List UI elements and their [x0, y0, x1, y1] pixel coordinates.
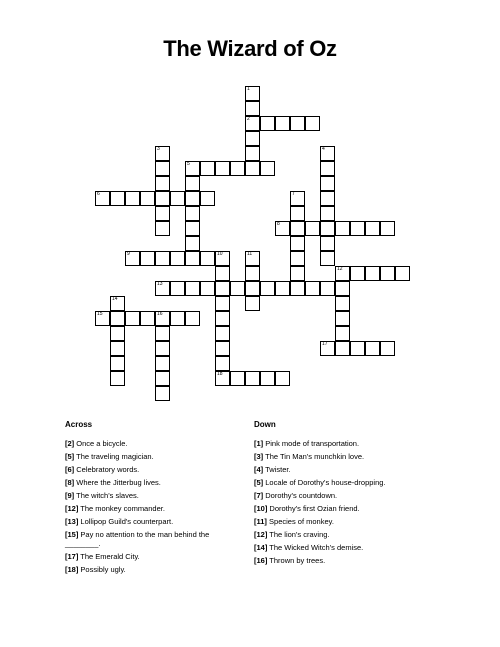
grid-cell[interactable]: [365, 266, 380, 281]
clue-across: [65, 463, 240, 476]
cell-number: 13: [157, 281, 163, 287]
clue-across: [65, 530, 240, 548]
grid-cell[interactable]: [155, 326, 170, 341]
grid-cell[interactable]: [155, 221, 170, 236]
clue-number: [15]: [65, 530, 79, 539]
grid-cell[interactable]: [335, 266, 350, 281]
grid-cell[interactable]: [320, 176, 335, 191]
grid-cell[interactable]: [125, 251, 140, 266]
grid-cell[interactable]: [170, 311, 185, 326]
grid-cell[interactable]: [320, 221, 335, 236]
grid-cell[interactable]: [245, 371, 260, 386]
grid-cell[interactable]: [200, 191, 215, 206]
grid-cell[interactable]: [95, 311, 110, 326]
grid-cell[interactable]: [155, 161, 170, 176]
grid-cell[interactable]: [155, 281, 170, 296]
grid-cell[interactable]: [155, 356, 170, 371]
clue-number: [5]: [254, 478, 264, 487]
grid-cell[interactable]: [215, 341, 230, 356]
grid-cell[interactable]: [170, 281, 185, 296]
clue-number: [13]: [65, 517, 79, 526]
grid-cell[interactable]: [320, 236, 335, 251]
grid-cell[interactable]: [185, 221, 200, 236]
cell-number: 3: [157, 146, 160, 152]
grid-cell[interactable]: [245, 281, 260, 296]
grid-cell[interactable]: [245, 251, 260, 266]
grid-cell[interactable]: [95, 191, 110, 206]
grid-cell[interactable]: [200, 161, 215, 176]
cell-number: 5: [187, 161, 190, 167]
clue-text: The monkey commander.: [78, 504, 165, 513]
grid-cell[interactable]: [110, 356, 125, 371]
grid-cell[interactable]: [140, 191, 155, 206]
grid-cell[interactable]: [290, 266, 305, 281]
clue-number: [12]: [65, 504, 79, 513]
clue-number: [9]: [65, 491, 75, 500]
clue-text: Dorothy's countdown.: [263, 491, 338, 500]
clue-number: [16]: [254, 556, 268, 565]
clue-down: [254, 476, 454, 489]
grid-cell[interactable]: [215, 281, 230, 296]
cell-number: 9: [127, 251, 130, 257]
clue-text: Lollipop Guild's counterpart.: [78, 517, 174, 526]
cell-number: 11: [247, 251, 253, 257]
clue-text: Celebratory words.: [74, 465, 140, 474]
grid-cell[interactable]: [320, 251, 335, 266]
clue-number: [7]: [254, 491, 264, 500]
cell-number: 10: [217, 251, 223, 257]
grid-cell[interactable]: [290, 191, 305, 206]
grid-cell[interactable]: [335, 341, 350, 356]
grid-cell[interactable]: [200, 251, 215, 266]
clue-text: Species of monkey.: [266, 517, 334, 526]
clue-text: Twister.: [263, 465, 291, 474]
grid-cell[interactable]: [275, 116, 290, 131]
clue-number: [2]: [65, 439, 75, 448]
grid-cell[interactable]: [155, 176, 170, 191]
clue-text: The witch's slaves.: [74, 491, 139, 500]
grid-cell[interactable]: [290, 281, 305, 296]
clue-down: [254, 554, 454, 567]
clue-text: Pay no attention to the man behind the ________.: [65, 530, 210, 548]
clue-down: [254, 515, 454, 528]
clue-number: [6]: [65, 465, 75, 474]
grid-cell[interactable]: [230, 281, 245, 296]
grid-cell[interactable]: [245, 86, 260, 101]
grid-cell[interactable]: [230, 161, 245, 176]
clue-across: [65, 450, 240, 463]
grid-cell[interactable]: [215, 296, 230, 311]
grid-cell[interactable]: [245, 161, 260, 176]
grid-cell[interactable]: [140, 251, 155, 266]
cell-number: 17: [322, 341, 328, 347]
grid-cell[interactable]: [110, 326, 125, 341]
clue-across: [65, 515, 240, 528]
grid-cell[interactable]: [155, 146, 170, 161]
grid-cell[interactable]: [380, 341, 395, 356]
clue-down: [254, 463, 454, 476]
grid-cell[interactable]: [335, 311, 350, 326]
clue-text: Locale of Dorothy's house-dropping.: [263, 478, 386, 487]
grid-cell[interactable]: [185, 161, 200, 176]
clue-text: The traveling magician.: [74, 452, 154, 461]
grid-cell[interactable]: [260, 161, 275, 176]
cell-number: 1: [247, 86, 250, 92]
grid-cell[interactable]: [290, 251, 305, 266]
grid-cell[interactable]: [245, 101, 260, 116]
grid-cell[interactable]: [365, 221, 380, 236]
grid-cell[interactable]: [290, 206, 305, 221]
grid-cell[interactable]: [155, 251, 170, 266]
clue-down: [254, 450, 454, 463]
cell-number: 6: [97, 191, 100, 197]
grid-cell[interactable]: [185, 206, 200, 221]
cell-number: 15: [97, 311, 103, 317]
grid-cell[interactable]: [245, 146, 260, 161]
grid-cell[interactable]: [260, 281, 275, 296]
grid-cell[interactable]: [245, 266, 260, 281]
grid-cell[interactable]: [185, 311, 200, 326]
grid-cell[interactable]: [185, 236, 200, 251]
grid-cell[interactable]: [110, 371, 125, 386]
grid-cell[interactable]: [350, 341, 365, 356]
puzzle-title: The Wizard of Oz: [163, 36, 337, 61]
grid-cell[interactable]: [245, 131, 260, 146]
grid-cell[interactable]: [275, 371, 290, 386]
clue-number: [14]: [254, 543, 268, 552]
grid-cell[interactable]: [275, 221, 290, 236]
clue-number: [8]: [65, 478, 75, 487]
clue-across: [65, 550, 240, 563]
grid-cell[interactable]: [380, 266, 395, 281]
cell-number: 2: [247, 116, 250, 122]
grid-cell[interactable]: [125, 311, 140, 326]
grid-cell[interactable]: [335, 281, 350, 296]
clue-across: [65, 476, 240, 489]
grid-cell[interactable]: [290, 221, 305, 236]
grid-cell[interactable]: [185, 191, 200, 206]
grid-cell[interactable]: [110, 341, 125, 356]
grid-cell[interactable]: [215, 371, 230, 386]
grid-cell[interactable]: [185, 251, 200, 266]
grid-cell[interactable]: [350, 266, 365, 281]
cell-number: 4: [322, 146, 325, 152]
grid-cell[interactable]: [155, 341, 170, 356]
clue-across: [65, 489, 240, 502]
grid-cell[interactable]: [305, 221, 320, 236]
cell-number: 16: [157, 311, 163, 317]
grid-cell[interactable]: [170, 191, 185, 206]
clue-text: The lion's craving.: [267, 530, 330, 539]
grid-cell[interactable]: [335, 221, 350, 236]
cell-number: 18: [217, 371, 223, 377]
clue-across: [65, 563, 240, 576]
clue-down: [254, 528, 454, 541]
grid-cell[interactable]: [170, 251, 185, 266]
grid-cell[interactable]: [110, 311, 125, 326]
clue-down: [254, 502, 454, 515]
cell-number: 7: [292, 191, 295, 197]
clue-text: Thrown by trees.: [267, 556, 326, 565]
clue-text: The Emerald City.: [78, 552, 140, 561]
grid-cell[interactable]: [320, 146, 335, 161]
grid-cell[interactable]: [275, 281, 290, 296]
grid-cell[interactable]: [320, 206, 335, 221]
grid-cell[interactable]: [215, 356, 230, 371]
grid-cell[interactable]: [155, 206, 170, 221]
grid-cell[interactable]: [215, 326, 230, 341]
clue-text: Pink mode of transportation.: [263, 439, 360, 448]
grid-cell[interactable]: [305, 116, 320, 131]
clue-across: [65, 437, 240, 450]
clue-text: The Wicked Witch's demise.: [267, 543, 364, 552]
grid-cell[interactable]: [155, 311, 170, 326]
grid-cell[interactable]: [320, 281, 335, 296]
grid-cell[interactable]: [155, 371, 170, 386]
clue-number: [12]: [254, 530, 268, 539]
grid-cell[interactable]: [140, 311, 155, 326]
clue-number: [1]: [254, 439, 264, 448]
clue-down: [254, 489, 454, 502]
across-heading: Across: [65, 420, 93, 429]
grid-cell[interactable]: [110, 191, 125, 206]
grid-cell[interactable]: [365, 341, 380, 356]
grid-cell[interactable]: [245, 116, 260, 131]
grid-cell[interactable]: [350, 221, 365, 236]
grid-cell[interactable]: [335, 326, 350, 341]
grid-cell[interactable]: [185, 281, 200, 296]
cell-number: 12: [337, 266, 343, 272]
grid-cell[interactable]: [260, 116, 275, 131]
grid-cell[interactable]: [320, 341, 335, 356]
grid-cell[interactable]: [290, 116, 305, 131]
grid-cell[interactable]: [215, 311, 230, 326]
grid-cell[interactable]: [155, 386, 170, 401]
grid-cell[interactable]: [320, 191, 335, 206]
clue-number: [17]: [65, 552, 79, 561]
clue-number: [5]: [65, 452, 75, 461]
grid-cell[interactable]: [320, 161, 335, 176]
down-clue-list: [254, 437, 454, 567]
clue-text: The Tin Man's munchkin love.: [263, 452, 365, 461]
grid-cell[interactable]: [260, 371, 275, 386]
grid-cell[interactable]: [380, 221, 395, 236]
down-heading: Down: [254, 420, 276, 429]
grid-cell[interactable]: [230, 371, 245, 386]
grid-cell[interactable]: [335, 296, 350, 311]
clue-text: Once a bicycle.: [74, 439, 128, 448]
clue-number: [18]: [65, 565, 79, 574]
cell-number: 14: [112, 296, 118, 302]
clue-number: [10]: [254, 504, 268, 513]
grid-cell[interactable]: [215, 251, 230, 266]
grid-cell[interactable]: [125, 191, 140, 206]
grid-cell[interactable]: [215, 266, 230, 281]
clue-across: [65, 502, 240, 515]
grid-cell[interactable]: [200, 281, 215, 296]
clue-down: [254, 541, 454, 554]
clue-number: [4]: [254, 465, 264, 474]
grid-cell[interactable]: [245, 296, 260, 311]
grid-cell[interactable]: [215, 161, 230, 176]
clue-number: [3]: [254, 452, 264, 461]
clue-down: [254, 437, 454, 450]
grid-cell[interactable]: [185, 176, 200, 191]
grid-cell[interactable]: [305, 281, 320, 296]
clue-text: Possibly ugly.: [78, 565, 126, 574]
grid-cell[interactable]: [110, 296, 125, 311]
clue-text: Where the Jitterbug lives.: [74, 478, 161, 487]
grid-cell[interactable]: [395, 266, 410, 281]
grid-cell[interactable]: [290, 236, 305, 251]
clue-number: [11]: [254, 517, 267, 526]
across-clue-list: [65, 437, 240, 576]
clue-text: Dorothy's first Ozian friend.: [267, 504, 360, 513]
cell-number: 8: [277, 221, 280, 227]
grid-cell[interactable]: [155, 191, 170, 206]
